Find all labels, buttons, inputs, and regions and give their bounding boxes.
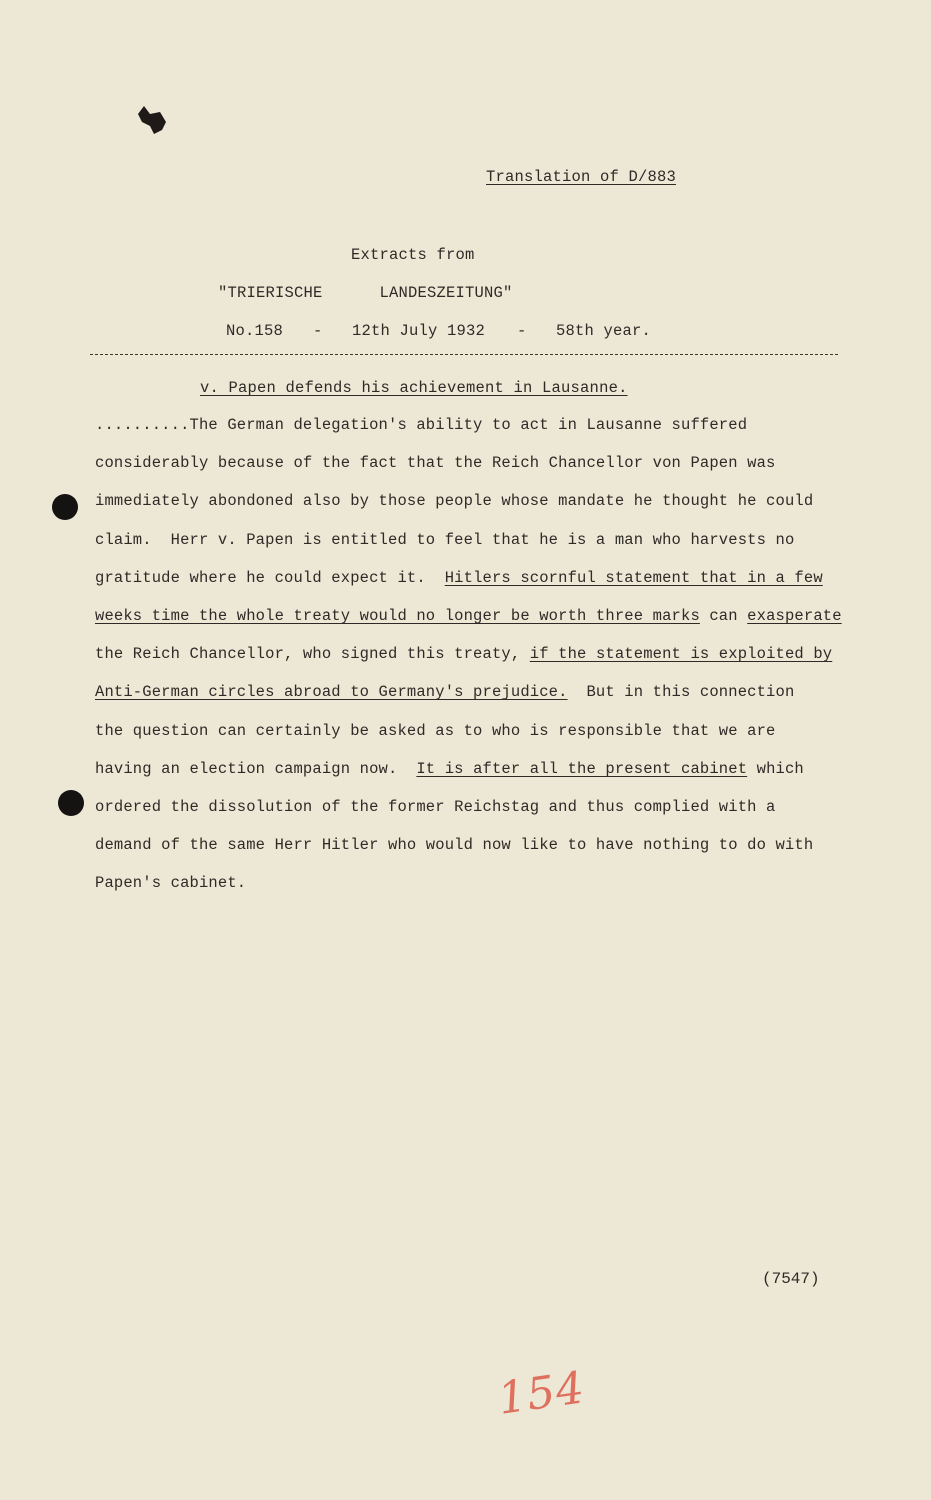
body-line	[95, 836, 813, 854]
body-line	[95, 722, 776, 740]
text-segment: which	[747, 760, 804, 778]
text-segment: Papen's cabinet.	[95, 874, 247, 892]
body-line	[95, 607, 842, 625]
body-line	[95, 798, 776, 816]
underlined-passage: weeks time the whole treaty would no longer be worth three marks	[95, 607, 700, 625]
text-segment: the question can certainly be asked as to who is responsible that we are	[95, 722, 776, 740]
issue-number: No.158	[226, 322, 284, 340]
underlined-passage: Hitlers scornful statement that in a few	[444, 569, 823, 587]
underlined-passage: exasperate	[747, 607, 842, 625]
body-line	[95, 645, 832, 663]
translation-reference: Translation of D/883	[486, 168, 677, 186]
text-segment: ordered the dissolution of the former Reichstag and thus complied with a	[95, 798, 776, 816]
article-title: v. Papen defends his achievement in Lausanne.	[200, 379, 628, 397]
handwritten-folio-number: 154	[494, 1362, 589, 1425]
text-segment: immediately abondoned also by those people whose mandate he thought he could	[95, 492, 814, 510]
text-segment: claim. Herr v. Papen is entitled to feel that he is a man who harvests no	[95, 531, 795, 549]
body-line	[95, 416, 747, 434]
body-line	[95, 492, 813, 510]
separator-dash: -	[517, 322, 527, 340]
text-segment: ..........The German delegation's ability to act in Lausanne suffered	[95, 416, 748, 434]
underlined-passage: Anti-German circles abroad to Germany's prejudice.	[95, 683, 568, 701]
separator-dash: -	[313, 322, 323, 340]
body-line	[95, 874, 246, 892]
publication-name: "TRIERISCHE LANDESZEITUNG"	[218, 284, 513, 302]
underlined-passage: if the statement is exploited by	[529, 645, 833, 663]
text-segment: can	[699, 607, 748, 625]
body-line	[95, 760, 804, 778]
body-line	[95, 569, 823, 587]
text-segment: having an election campaign now.	[95, 760, 417, 778]
issue-date: 12th July 1932	[352, 322, 486, 340]
text-segment: considerably because of the fact that the Reich Chancellor von Papen was	[95, 454, 776, 472]
text-segment: demand of the same Herr Hitler who would now like to have nothing to do with	[95, 836, 814, 854]
text-segment: the Reich Chancellor, who signed this treaty,	[95, 645, 530, 663]
punch-hole	[58, 790, 84, 816]
text-segment: gratitude where he could expect it.	[95, 569, 445, 587]
ink-blot-icon	[132, 100, 172, 140]
text-segment: But in this connection	[567, 683, 795, 701]
body-line	[95, 531, 794, 549]
extracts-from-label: Extracts from	[351, 246, 475, 264]
body-line	[95, 683, 794, 701]
dashed-separator-rule	[90, 354, 838, 355]
underlined-passage: It is after all the present cabinet	[416, 760, 748, 778]
issue-year: 58th year.	[556, 322, 652, 340]
page-code: (7547)	[762, 1270, 820, 1288]
body-line	[95, 454, 776, 472]
punch-hole	[52, 494, 78, 520]
